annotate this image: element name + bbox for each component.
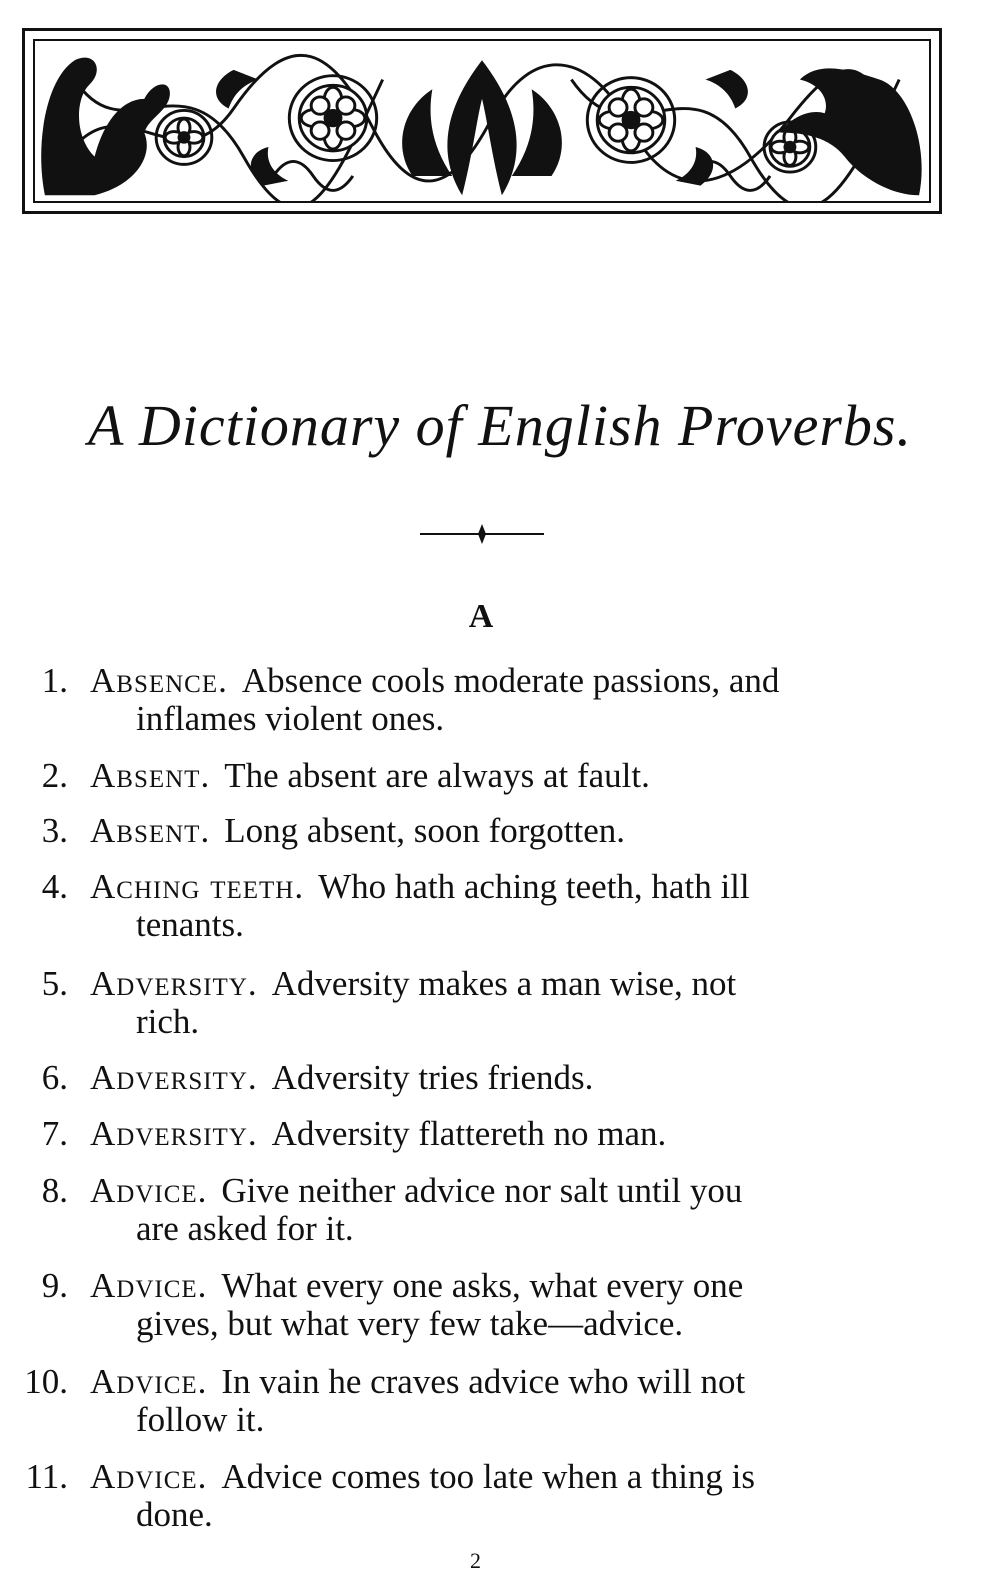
entry-keyword: Absence.	[90, 661, 228, 700]
floral-ornament-icon	[35, 41, 929, 201]
entry-number: 4.	[41, 867, 68, 906]
entry-number: 1.	[41, 661, 68, 700]
entry-number: 2.	[41, 756, 68, 795]
entry-text-continued: gives, but what very few take—advice.	[136, 1304, 684, 1343]
entry-keyword: Aching teeth.	[90, 867, 305, 906]
entry-keyword: Adversity.	[90, 1058, 258, 1097]
page-number: 2	[470, 1548, 481, 1573]
entry-keyword: Adversity.	[90, 1114, 258, 1153]
entry-keyword: Advice.	[90, 1171, 208, 1210]
entry-text-continued: tenants.	[136, 905, 244, 944]
entry-text-continued: done.	[136, 1495, 213, 1534]
entry-keyword: Adversity.	[90, 964, 258, 1003]
entry-text: The absent are always at fault.	[224, 756, 650, 795]
entry-text: Absence cools moderate passions, and	[241, 661, 780, 700]
entry-text: Long absent, soon forgotten.	[224, 811, 626, 850]
entry-text-continued: are asked for it.	[136, 1209, 354, 1248]
entry-keyword: Absent.	[90, 756, 211, 795]
entry-number: 8.	[41, 1171, 68, 1210]
entry-number: 11.	[25, 1457, 68, 1496]
entry-text: Advice comes too late when a thing is	[221, 1457, 756, 1496]
entry-text: Adversity tries friends.	[271, 1058, 594, 1097]
entry-text: Adversity makes a man wise, not	[271, 964, 737, 1003]
entry-text: In vain he craves advice who will not	[221, 1362, 746, 1401]
entry-text-continued: follow it.	[136, 1400, 265, 1439]
entry-number: 9.	[41, 1266, 68, 1305]
decorative-header-banner	[22, 28, 942, 214]
entry-number: 7.	[41, 1114, 68, 1153]
entry-keyword: Absent.	[90, 811, 211, 850]
entry-number: 3.	[41, 811, 68, 850]
section-letter: A	[468, 598, 494, 635]
entry-text-continued: inflames violent ones.	[136, 699, 445, 738]
entry-keyword: Advice.	[90, 1457, 208, 1496]
entry-text: Adversity flattereth no man.	[271, 1114, 667, 1153]
entry-text: Give neither advice nor salt until you	[221, 1171, 743, 1210]
entry-text: What every one asks, what every one	[221, 1266, 744, 1305]
entry-number: 5.	[41, 964, 68, 1003]
diamond-rule-ornament	[420, 520, 544, 548]
banner-ornament	[33, 39, 931, 203]
entry-text-continued: rich.	[136, 1002, 200, 1041]
entry-keyword: Advice.	[90, 1362, 208, 1401]
entry-number: 6.	[41, 1058, 68, 1097]
entry-keyword: Advice.	[90, 1266, 208, 1305]
page-title: A Dictionary of English Proverbs.	[88, 393, 912, 458]
entry-number: 10.	[24, 1362, 68, 1401]
entry-text: Who hath aching teeth, hath ill	[318, 867, 750, 906]
